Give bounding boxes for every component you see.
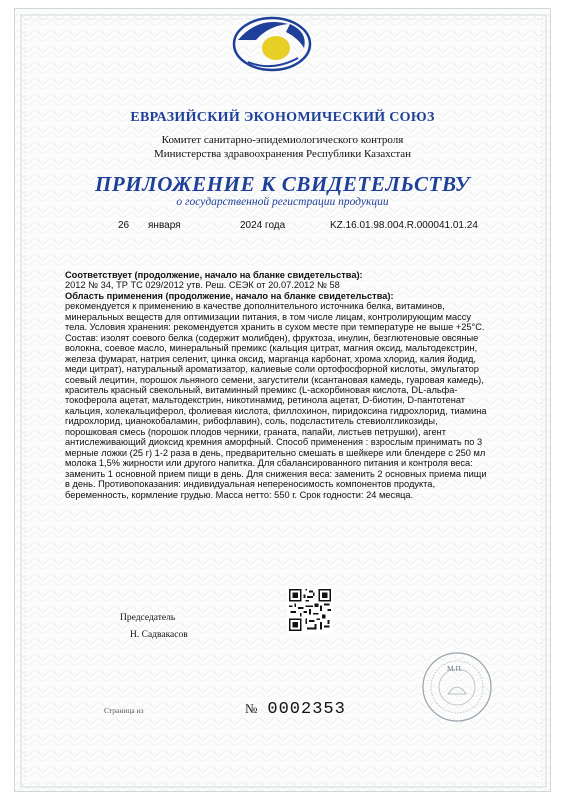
body-line: токоферола ацетат, мальтодекстрин, никотинамид, ретинола ацетат, D-биотин, D-пантотенат: [65, 395, 466, 406]
signatory-role: Председатель: [120, 613, 176, 623]
body-line: Состав: изолят соевого белка (содержит молибден), фруктоза, инулин, безглютеновые овсяные: [65, 332, 479, 343]
number-sign: №: [245, 701, 258, 716]
body-line: железа фумарат, натрия селенит, цинка оксид, марганца карбонат, хрома хлорид, калия йодид,: [65, 353, 477, 364]
body-line: 2012 № 34, ТР ТС 029/2012 утв. Реш. СЕЭК от 20.07.2012 № 58: [65, 280, 340, 291]
stamp-mark: М.П.: [447, 664, 463, 673]
body-line: волокна, соевое масло, минеральный премикс (кальция цитрат, магния оксид, мальтодекстрин,: [65, 343, 478, 354]
body-line: кальция, холекальциферол, фолиевая кислота, филлохинон, пиридоксина гидрохлорид, тиамина: [65, 405, 487, 416]
body-line: соевый лецитин, порошок льняного семени, загустители (ксантановая камедь, гуаровая камедь),: [65, 374, 484, 385]
body-line: рекомендуется к применению в качестве дополнительного источника белка, витаминов,: [65, 301, 445, 312]
body-line: заменить 1 основной прием пищи в день. Для снижения веса: заменить 2 основных приема пищи: [65, 468, 487, 479]
document-title: ПРИЛОЖЕНИЕ К СВИДЕТЕЛЬСТВУ: [94, 172, 471, 196]
qr-code[interactable]: [287, 587, 333, 633]
stamp-graphic: [420, 650, 494, 724]
date-year: 2024 года: [240, 220, 286, 231]
date-day: 26: [118, 220, 130, 231]
body-line: антислеживающий диоксид кремния аморфный. Способ применения : взрослым принимать по 3: [65, 437, 483, 448]
body-line: краситель красный свекольный, витаминный премикс (L-аскорбиновая кислота, DL-альфа-: [65, 384, 458, 395]
body-line: мерные ложки (25 г) 1-2 раза в день, предварительно смешать в шейкере или блендере с 250 мл: [65, 447, 486, 458]
date-month: января: [148, 220, 181, 231]
body-line: гидрохлорид, цианокобаламин, рибофлавин), соль, подсластитель стевиолгликозиды,: [65, 416, 438, 427]
body-line: молока 1,5% жирности или другого напитка. Для сбалансированного питания и контроля веса:: [65, 458, 473, 469]
body-line: меди цитрат), натуральный ароматизатор, калиевые соли ортофосфорной кислоты, эмульгатор: [65, 364, 479, 375]
page-label: Страница из: [104, 706, 144, 715]
document-subtitle: о государственной регистрации продукции: [176, 196, 389, 208]
official-stamp: [420, 650, 494, 724]
scope-heading: Область применения (продолжение, начало на бланке свидетельства):: [65, 290, 394, 301]
body-line: минеральных веществ для оптимизации питания, в том числе лицам, контролирующим массу: [65, 311, 472, 322]
eaeu-logo: [228, 10, 316, 78]
number-value: 0002353: [267, 700, 346, 719]
body-line: беременность, кормление грудью. Масса нетто: 550 г. Срок годности: 24 месяца.: [65, 489, 414, 500]
union-name: ЕВРАЗИЙСКИЙ ЭКОНОМИЧЕСКИЙ СОЮЗ: [130, 110, 435, 125]
registration-number: KZ.16.01.98.004.R.000041.01.24: [330, 220, 478, 231]
conforms-heading: Соответствует (продолжение, начало на бланке свидетельства):: [65, 270, 363, 280]
body-line: порошковая смесь (порошок плодов черники, граната, папайи, листьев петрушки), агент: [65, 426, 446, 437]
form-number: [245, 700, 346, 719]
signatory-name: Н. Садвакасов: [130, 630, 188, 640]
body-line: тела. Условия хранения: рекомендуется хранить в сухом месте при температуре не выше +25°С.: [65, 322, 485, 333]
certificate-body: [65, 270, 513, 500]
committee-line-1: Комитет санитарно-эпидемиологического контроля: [161, 134, 404, 146]
body-line: в день. Противопоказания: индивидуальная непереносимость компонентов продукта,: [65, 479, 436, 490]
committee-line-2: Министерства здравоохранения Республики Казахстан: [153, 148, 412, 160]
